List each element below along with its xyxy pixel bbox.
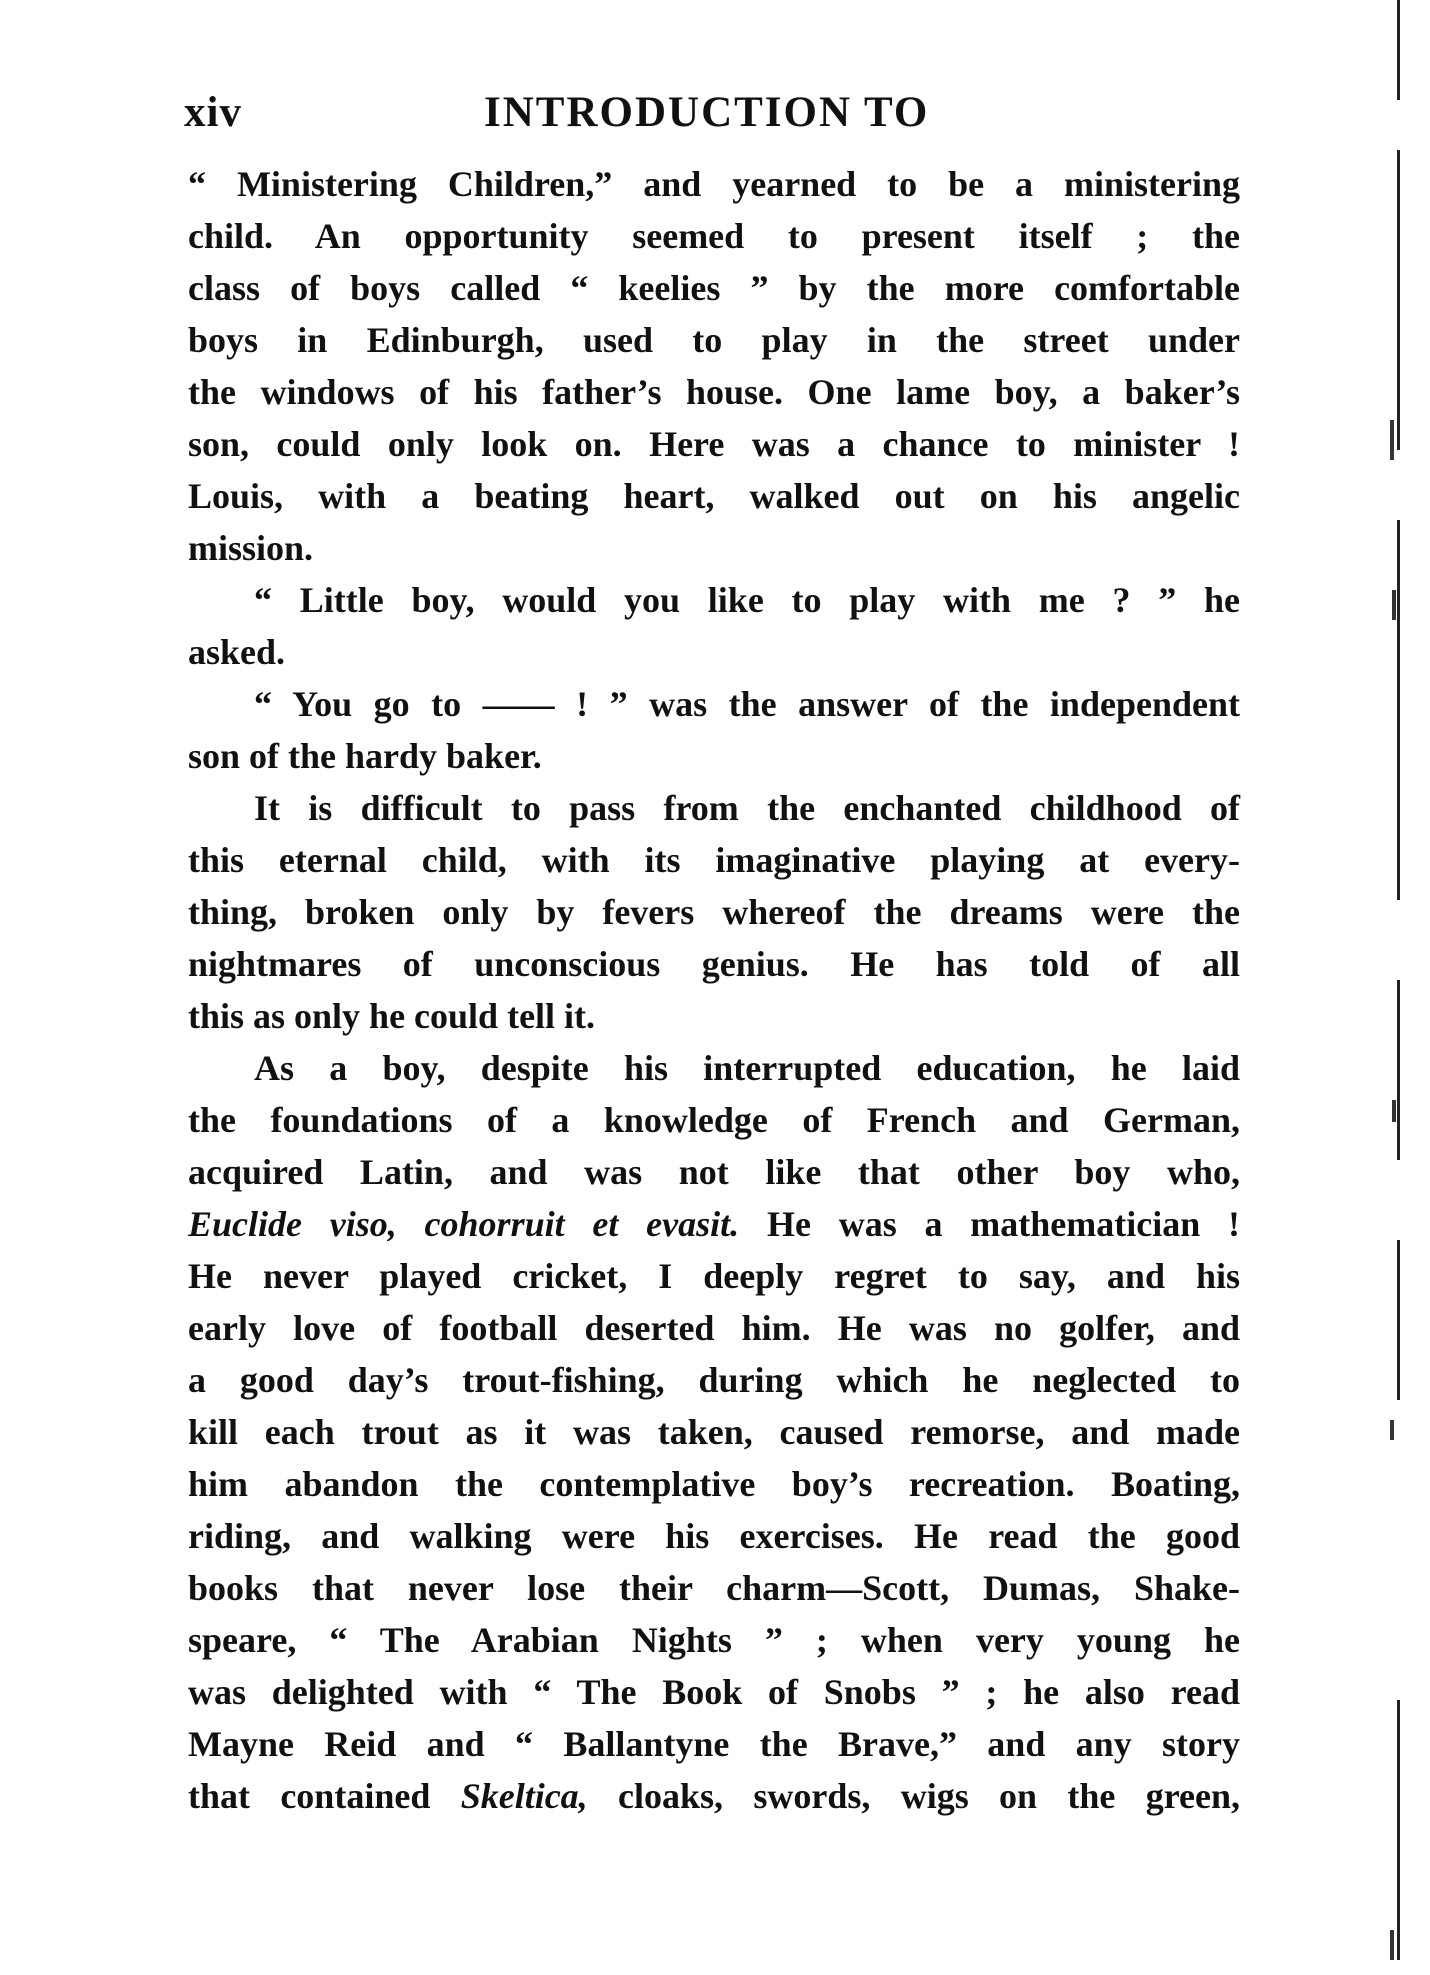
page-edge-line	[1397, 150, 1400, 450]
page-edge-line	[1397, 980, 1400, 1160]
text-line: acquired Latin, and was not like that other boy who,	[188, 1152, 1240, 1192]
text-line: thing, broken only by fevers whereof the dreams were the	[188, 892, 1240, 932]
page-number: xiv	[184, 89, 242, 136]
page-edge-line	[1397, 1240, 1400, 1400]
text-line: Mayne Reid and “ Ballantyne the Brave,” and any story	[188, 1724, 1240, 1764]
text-line: “ You go to —— ! ” was the answer of the independent	[254, 684, 1240, 724]
text-fragment: that contained	[188, 1776, 431, 1816]
text-line: kill each trout as it was taken, caused remorse, and made	[188, 1412, 1240, 1452]
text-line: son, could only look on. Here was a chance to minister !	[188, 424, 1240, 464]
text-line: riding, and walking were his exercises. He read the good	[188, 1516, 1240, 1556]
page-edge-mark	[1392, 1100, 1396, 1122]
running-title: INTRODUCTION TO	[484, 89, 930, 136]
text-line: Louis, with a beating heart, walked out on his angelic	[188, 476, 1240, 516]
text-line: “ Ministering Children,” and yearned to be a ministering	[188, 164, 1240, 204]
page-edge-mark	[1392, 590, 1396, 620]
text-line: child. An opportunity seemed to present itself ; the	[188, 216, 1240, 256]
text-line: son of the hardy baker.	[188, 736, 542, 776]
text-line: books that never lose their charm—Scott, Dumas, Shake-	[188, 1568, 1240, 1608]
text-line-mixed	[188, 1770, 1240, 1822]
page-edge-line	[1397, 0, 1400, 100]
page-edge-mark	[1390, 1420, 1394, 1440]
text-line: It is difficult to pass from the enchanted childhood of	[254, 788, 1240, 828]
text-line: mission.	[188, 528, 314, 568]
text-line-mixed	[188, 1198, 1240, 1250]
text-line: the windows of his father’s house. One lame boy, a baker’s	[188, 372, 1240, 412]
italic-skeltica: Skeltica,	[460, 1776, 588, 1816]
text-line: a good day’s trout-fishing, during which he neglected to	[188, 1360, 1240, 1400]
text-line: boys in Edinburgh, used to play in the street under	[188, 320, 1240, 360]
text-line: early love of football deserted him. He was no golfer, and	[188, 1308, 1240, 1348]
text-line: asked.	[188, 632, 286, 672]
page-edge-mark	[1390, 1930, 1394, 1960]
text-line: this as only he could tell it.	[188, 996, 596, 1036]
page-edge-line	[1397, 520, 1400, 900]
body-text	[188, 158, 1240, 1822]
page-edge-mark	[1390, 420, 1394, 460]
text-fragment: cloaks, swords, wigs on the green,	[618, 1776, 1241, 1816]
text-line: the foundations of a knowledge of French and German,	[188, 1100, 1240, 1140]
text-line: He never played cricket, I deeply regret to say, and his	[188, 1256, 1240, 1296]
page-edge-line	[1397, 1700, 1400, 1960]
running-head	[184, 88, 1244, 148]
text-fragment: He was a mathematician !	[766, 1204, 1241, 1244]
text-line: As a boy, despite his interrupted education, he laid	[254, 1048, 1240, 1088]
text-line: him abandon the contemplative boy’s recreation. Boating,	[188, 1464, 1240, 1504]
text-line: speare, “ The Arabian Nights ” ; when very young he	[188, 1620, 1240, 1660]
text-line: class of boys called “ keelies ” by the more comfortable	[188, 268, 1240, 308]
italic-latin-phrase: Euclide viso, cohorruit et evasit.	[188, 1204, 740, 1244]
text-line: nightmares of unconscious genius. He has told of all	[188, 944, 1240, 984]
text-line: this eternal child, with its imaginative playing at every-	[188, 840, 1240, 880]
text-line: was delighted with “ The Book of Snobs ” ; he also read	[188, 1672, 1240, 1712]
text-line: “ Little boy, would you like to play with me ? ” he	[254, 580, 1240, 620]
